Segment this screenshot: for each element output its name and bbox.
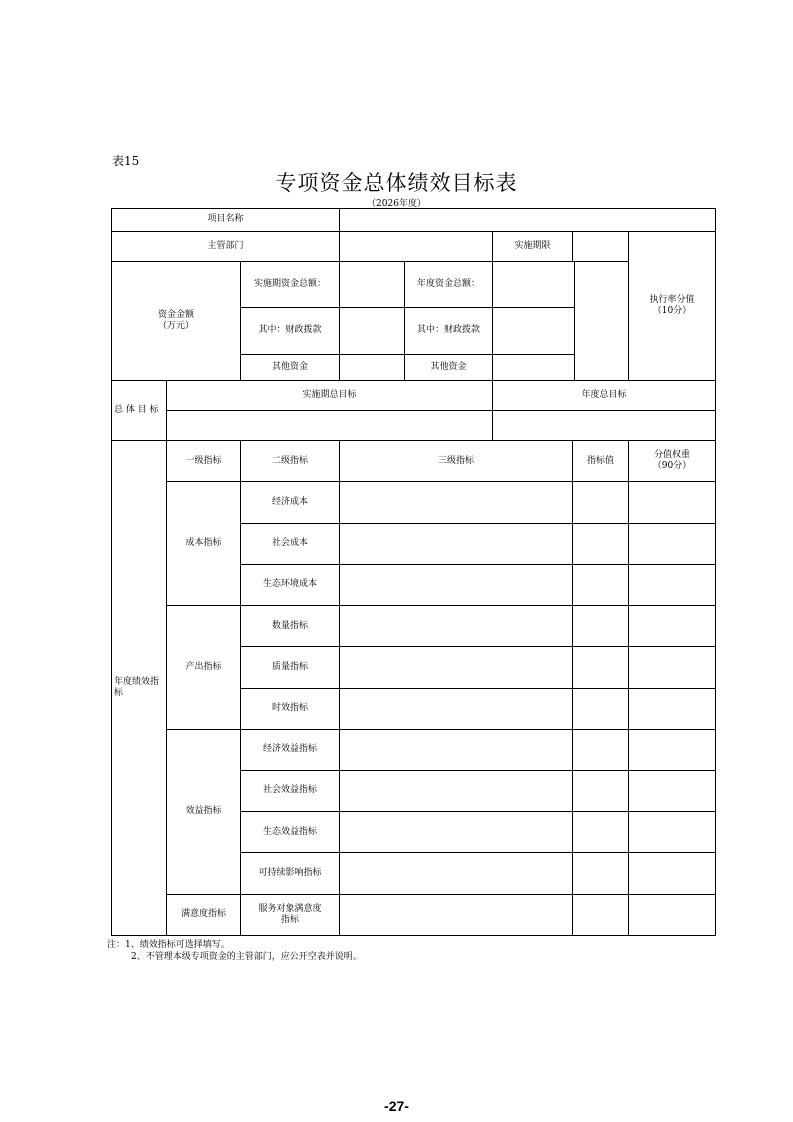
input-level3[interactable] <box>340 606 573 647</box>
satisfaction-item-line1: 服务对象满意度 <box>258 903 322 914</box>
input-department[interactable] <box>340 232 493 262</box>
output-indicator-label: 产出指标 <box>167 606 241 730</box>
col-level3-header: 三级指标 <box>340 441 573 482</box>
document-title: 专项资金总体绩效目标表 <box>275 171 518 195</box>
satisfaction-indicator-label: 满意度指标 <box>167 894 241 935</box>
label-department: 主管部门 <box>112 232 340 262</box>
funds-amount-cell <box>112 262 241 381</box>
page-number: -27- <box>384 1098 409 1114</box>
indicator-level2: 经济成本 <box>241 482 340 523</box>
cost-indicator-label: 成本指标 <box>167 482 241 606</box>
benefit-indicator-label: 效益指标 <box>167 729 241 894</box>
execution-rate-label: 执行率分值 <box>649 294 695 305</box>
input-level3[interactable] <box>340 853 573 894</box>
note-line-2: 2、不管理本级专项资金的主管部门，应公开空表并说明。 <box>131 952 362 962</box>
col-weight-score: （90分） <box>652 461 692 472</box>
input-level3[interactable] <box>340 812 573 853</box>
label-period-total: 实施期资金总额： <box>241 262 340 307</box>
label-annual-total: 年度资金总额： <box>405 262 493 307</box>
input-weight[interactable] <box>629 853 716 894</box>
input-level3[interactable] <box>340 894 573 935</box>
label-other-annual: 其他资金 <box>405 354 493 380</box>
input-weight[interactable] <box>629 894 716 935</box>
input-weight[interactable] <box>629 523 716 564</box>
indicator-level2: 经济效益指标 <box>241 729 340 770</box>
indicator-level2: 社会成本 <box>241 523 340 564</box>
input-value[interactable] <box>573 812 629 853</box>
funds-amount-label: 资金金额 <box>157 309 194 320</box>
col-weight-header <box>629 441 716 482</box>
col-level1-header: 一级指标 <box>167 441 241 482</box>
input-level3[interactable] <box>340 647 573 688</box>
input-annual-total[interactable] <box>493 262 575 307</box>
label-period: 实施期限 <box>493 232 573 262</box>
annual-indicators-label: 年度绩效指标 <box>112 441 167 936</box>
col-level2-header: 二级指标 <box>241 441 340 482</box>
input-project-name[interactable] <box>340 209 716 232</box>
execution-rate-score: （10分） <box>652 306 692 317</box>
input-level3[interactable] <box>340 523 573 564</box>
input-period-goal[interactable] <box>167 411 493 441</box>
input-fiscal-annual[interactable] <box>493 307 575 354</box>
input-weight[interactable] <box>629 647 716 688</box>
indicator-level2: 质量指标 <box>241 647 340 688</box>
performance-goal-table <box>111 208 716 936</box>
indicator-level2: 可持续影响指标 <box>241 853 340 894</box>
funds-amount-unit: （万元） <box>157 321 194 332</box>
input-level3[interactable] <box>340 688 573 729</box>
label-project-name: 项目名称 <box>112 209 340 232</box>
input-value[interactable] <box>573 564 629 605</box>
indicator-level2-satisfaction <box>241 894 340 935</box>
col-weight-label: 分值权重 <box>654 450 691 461</box>
indicator-level2: 时效指标 <box>241 688 340 729</box>
indicator-level2: 生态效益指标 <box>241 812 340 853</box>
input-weight[interactable] <box>629 688 716 729</box>
overall-goal-label: 总 体 目 标 <box>112 380 167 440</box>
input-level3[interactable] <box>340 770 573 811</box>
execution-rate-cell <box>629 232 716 381</box>
input-value[interactable] <box>573 894 629 935</box>
period-goal-header: 实施期总目标 <box>167 380 493 410</box>
input-value[interactable] <box>573 729 629 770</box>
document-subtitle: （2026年度） <box>367 199 426 209</box>
indicator-level2: 数量指标 <box>241 606 340 647</box>
satisfaction-item-line2: 指标 <box>280 914 299 925</box>
input-value[interactable] <box>573 688 629 729</box>
indicator-level2: 社会效益指标 <box>241 770 340 811</box>
notes <box>107 939 362 963</box>
input-weight[interactable] <box>629 729 716 770</box>
input-level3[interactable] <box>340 564 573 605</box>
input-level3[interactable] <box>340 482 573 523</box>
input-value[interactable] <box>573 523 629 564</box>
input-weight[interactable] <box>629 606 716 647</box>
input-period[interactable] <box>573 232 629 262</box>
input-value[interactable] <box>573 647 629 688</box>
indicator-level2: 生态环境成本 <box>241 564 340 605</box>
col-value-header: 指标值 <box>573 441 629 482</box>
annual-goal-header: 年度总目标 <box>493 380 716 410</box>
input-weight[interactable] <box>629 770 716 811</box>
input-weight[interactable] <box>629 812 716 853</box>
label-fiscal-period: 其中：财政拨款 <box>241 307 340 354</box>
input-other-period[interactable] <box>340 354 405 380</box>
input-fiscal-period[interactable] <box>340 307 405 354</box>
label-fiscal-annual: 其中：财政拨款 <box>405 307 493 354</box>
input-weight[interactable] <box>629 482 716 523</box>
input-value[interactable] <box>573 482 629 523</box>
input-value[interactable] <box>573 606 629 647</box>
input-weight[interactable] <box>629 564 716 605</box>
input-value[interactable] <box>573 770 629 811</box>
input-other-annual[interactable] <box>493 354 575 380</box>
input-value[interactable] <box>573 853 629 894</box>
table-label: 表15 <box>112 154 140 168</box>
note-line-1: 注：1、绩效指标可选择填写。 <box>107 940 230 950</box>
input-level3[interactable] <box>340 729 573 770</box>
input-annual-goal[interactable] <box>493 411 716 441</box>
input-period-total[interactable] <box>340 262 405 307</box>
label-other-period: 其他资金 <box>241 354 340 380</box>
